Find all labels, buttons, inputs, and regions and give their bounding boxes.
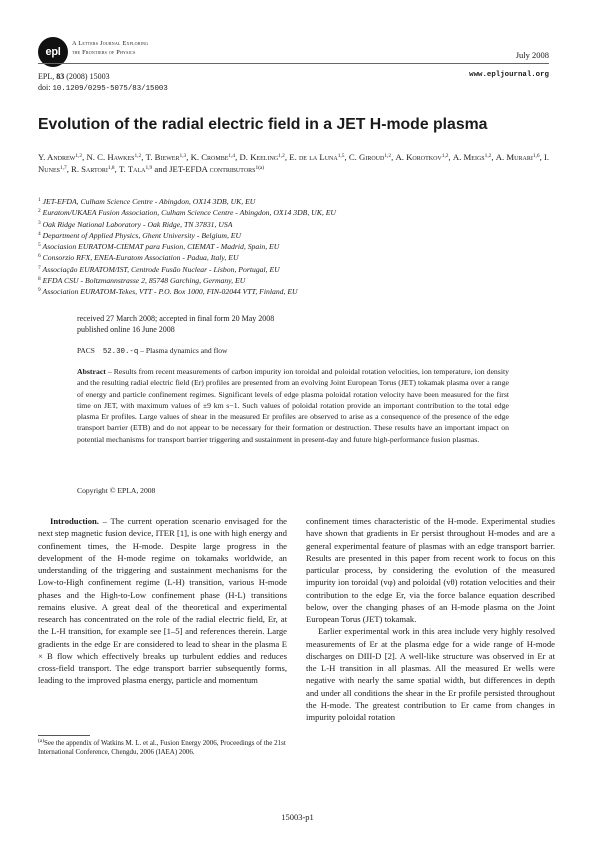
- affiliation-text: JET-EFDA, Culham Science Centre - Abingdon, OX14 3DB, UK, EU: [42, 197, 256, 206]
- affiliation-item: [38, 286, 549, 297]
- author-name: A. Murari: [495, 152, 533, 162]
- epl-logo: epl: [38, 37, 68, 67]
- affiliation-text: EFDA CSU - Boltzmannstrasse 2, 85748 Garching, Germany, EU: [42, 276, 246, 286]
- affiliation-item: [38, 230, 549, 241]
- author-affiliation-marker: 1,2: [441, 153, 449, 159]
- affiliation-number: 4: [38, 230, 41, 237]
- affiliation-item: [38, 264, 549, 275]
- paragraph-earlier-work: Earlier experimental work in this area include very highly resolved measurements of Er at the plasma edge for a wide range of H-mode discharges on DIII-D [2]. A well-like structure was observed in Er at the L-H transition in all plasmas. All the measured Er wells were negative with nearly the same spatial width, but differences in depth and under all conditions the shear in the Er profile persisted throughout the H-mode. The greatest contribution to Er came from changes in impurity poloidal rotation: [306, 626, 555, 722]
- footnote-text: See the appendix of Watkins M. L. et al., Fusion Energy 2006, Proceedings of the 21st International Conference, Chengdu, 2006 (IAEA) 2006.: [38, 739, 286, 757]
- author-name: N. C. Hawkes: [86, 152, 135, 162]
- author-affiliation-marker: 1,2: [278, 153, 285, 159]
- doi-value[interactable]: 10.1209/0295-5075/83/15003: [52, 85, 168, 93]
- author-name: E. de la Luna: [289, 152, 338, 162]
- affiliation-number: 1: [38, 197, 41, 203]
- footnote: [38, 739, 287, 758]
- introduction-paragraph: Introduction. – The current operation scenario envisaged for the next step magnetic fusion device, ITER [1], is one with high energy and confinement times, the H-mode. Despite large progress in the development of the H-mode regime on tokamaks worldwide, an understanding of the triggering and sustainment mechanisms for the Low-to-High confinement regime (L-H) transition, various H-mode phases and the High-to-Low confinement phase (H-L) transitions remains elusive. A great deal of the theoretical and experimental research has concentrated on the role of the radial electric field, Er, at the L-H transition, for example see [1–5] and references therein. Large gradients in the edge Er are considered to lead to shear in the plasma E × B flow which effectively breaks up turbulent eddies and reduces cross-field transport. The edge transport barrier subsequently forms, leading to the improved plasma energy, particle and momentum: [38, 516, 287, 686]
- author-name: Y. Andrew: [38, 152, 76, 162]
- author-affiliation-marker: 1,2: [134, 153, 142, 159]
- affiliation-number: 9: [38, 287, 41, 294]
- author-affiliation-marker: 1,7: [59, 165, 67, 172]
- pacs-line: [77, 346, 228, 356]
- author-name: D. Keeling: [239, 152, 279, 162]
- collaboration-name: JET-EFDA contributors: [169, 164, 256, 175]
- footnote-marker: (a): [38, 738, 44, 744]
- tagline-line-1: A Letters Journal Exploring: [72, 40, 149, 47]
- abstract-text: – Results from recent measurements of carbon impurity ion toroidal and poloidal rotation velocities, ion temperature, ion density and the resulting radial electric field (Er) profiles are presented from an evolving Joint European Torus (JET) tokamak plasma over a range of energy and particle confinement regimes. Significant levels of edge plasma poloidal rotation velocity have been measured for the first time on JET, with maximum values of ±9 km s−1. Such values of poloidal rotation provide an important contribution to the total edge plasma Er profiles. Large values of shear in the measured Er profiles are observed to arise as a consequence of the presence of the edge transport barrier (ETB) and do not appear to be necessary for their formation or destruction. These results have an important impact on potential mechanisms for transport barrier triggering and sustainment in present-day and future high-performance fusion plasmas.: [77, 367, 509, 444]
- abstract: [77, 366, 509, 445]
- affiliation-item: [38, 241, 549, 252]
- affiliation-number: 2: [38, 208, 41, 215]
- author-list: Y. Andrew$^{1,2}$, N. C. Hawkes$^{1,2}$, T. Biewer$^{1,3}$, K. Crombe$^{1,4}$, D. Keeling$^{1,2}$, E. de la Luna$^{1,5}$, C. Giroud$^{1,2}$, A. Korotkov$^{1,2}$, A. Meigs$^{1,2}$, A. Murari$^{1,6}$, I. Nunes$^{1,7}$, R. Sartori$^{1,8}$, T. Tala$^{1,9}$ and JET-EFDA contributors$^{1(a)}$: [38, 152, 550, 175]
- affiliation-number: 8: [38, 276, 41, 283]
- volume-number: 83: [56, 72, 65, 81]
- pacs-description: – Plasma dynamics and flow: [138, 346, 228, 355]
- tagline-line-2: the Frontiers of Physics: [72, 49, 136, 56]
- author-affiliation-marker: 1,5: [337, 153, 345, 159]
- journal-tagline: [72, 39, 148, 57]
- affiliation-text: Euratom/UKAEA Fusion Association, Culham Science Centre - Abingdon, OX14 3DB, UK, EU: [42, 208, 336, 218]
- affiliation-number: 7: [38, 264, 41, 271]
- author-name: I. Nunes: [38, 152, 550, 175]
- affiliation-number: 3: [38, 219, 41, 226]
- affiliation-number: 6: [38, 253, 41, 260]
- affiliation-text: Oak Ridge National Laboratory - Oak Ridge, TN 37831, USA: [42, 219, 233, 229]
- published-date: published online 16 June 2008: [77, 325, 175, 335]
- affiliation-text: Association EURATOM-Tekes, VTT - P.O. Box 1000, FIN-02044 VTT, Finland, EU: [42, 287, 298, 297]
- affiliation-list: [38, 196, 549, 298]
- author-name: C. Giroud: [348, 152, 385, 162]
- publication-history: [77, 313, 274, 335]
- pacs-label: PACS: [77, 346, 95, 355]
- paragraph-continued: confinement times characteristic of the H-mode. Experimental studies have shown that gradients in Er persist throughout H-modes and are a general experimental feature of plasmas with an edge transport barrier. Results are presented in this paper from recent work to focus on this particular process, by considering the evolution of the measured impurity ion toroidal (vφ) and poloidal (vθ) rotation velocities and their contribution to the edge Er, via the force balance equation described below, over the changing phases of an H-mode plasma on the Joint European Torus (JET) tokamak.: [306, 516, 555, 624]
- affiliation-item: [38, 207, 549, 218]
- affiliation-text: Associação EURATOM/IST, Centrode Fusão Nuclear - Lisbon, Portugal, EU: [42, 264, 280, 274]
- journal-citation: EPL, 83 (2008) 15003: [38, 72, 110, 81]
- author-affiliation-marker: 1,2: [75, 153, 83, 159]
- section-heading-introduction: Introduction.: [50, 516, 99, 526]
- author-name: T. Biewer: [145, 152, 180, 162]
- affiliation-item: [38, 196, 549, 207]
- affiliation-number: 5: [38, 242, 41, 249]
- copyright-notice: Copyright © EPLA, 2008: [77, 486, 156, 495]
- affiliation-item: [38, 252, 549, 263]
- author-name: R. Sartori: [71, 164, 108, 175]
- author-affiliation-marker: 1,2: [484, 153, 492, 159]
- affiliation-item: [38, 219, 549, 230]
- footnote-rule: [38, 735, 90, 736]
- collaboration-marker: 1(a): [255, 165, 265, 172]
- author-affiliation-marker: 1,4: [228, 153, 236, 159]
- page-number: 15003-p1: [281, 812, 314, 822]
- author-name: A. Meigs: [452, 152, 485, 162]
- author-affiliation-marker: 1,9: [145, 165, 153, 172]
- pacs-code: 52.30.-q: [102, 348, 139, 356]
- affiliation-item: [38, 275, 549, 286]
- citation-block: [38, 71, 168, 95]
- journal-url[interactable]: www.epljournal.org: [469, 71, 549, 79]
- abstract-label: Abstract: [77, 367, 106, 376]
- body-column-left: [38, 515, 287, 687]
- header-rule: [38, 63, 549, 64]
- author-name: A. Korotkov: [395, 152, 442, 162]
- doi-line: doi: 10.1209/0295-5075/83/15003: [38, 83, 168, 93]
- affiliation-text: Asociasion EURATOM-CIEMAT para Fusion, CIEMAT - Madrid, Spain, EU: [42, 242, 280, 252]
- body-column-right: [306, 515, 555, 723]
- received-date: received 27 March 2008; accepted in final form 20 May 2008: [77, 314, 275, 323]
- issue-date: July 2008: [515, 50, 549, 60]
- affiliation-text: Department of Applied Physics, Ghent University - Belgium, EU: [42, 230, 242, 240]
- author-affiliation-marker: 1,8: [107, 165, 115, 172]
- affiliation-text: Consorzio RFX, ENEA-Euratom Association - Padua, Italy, EU: [42, 253, 239, 263]
- article-title: Evolution of the radial electric field in a JET H-mode plasma: [38, 116, 488, 133]
- author-affiliation-marker: 1,3: [179, 153, 187, 159]
- author-conjunction: and: [152, 164, 170, 175]
- author-affiliation-marker: 1,2: [384, 153, 392, 159]
- author-affiliation-marker: 1,6: [532, 153, 540, 159]
- author-name: K. Crombe: [190, 152, 229, 162]
- author-name: T. Tala: [118, 164, 146, 175]
